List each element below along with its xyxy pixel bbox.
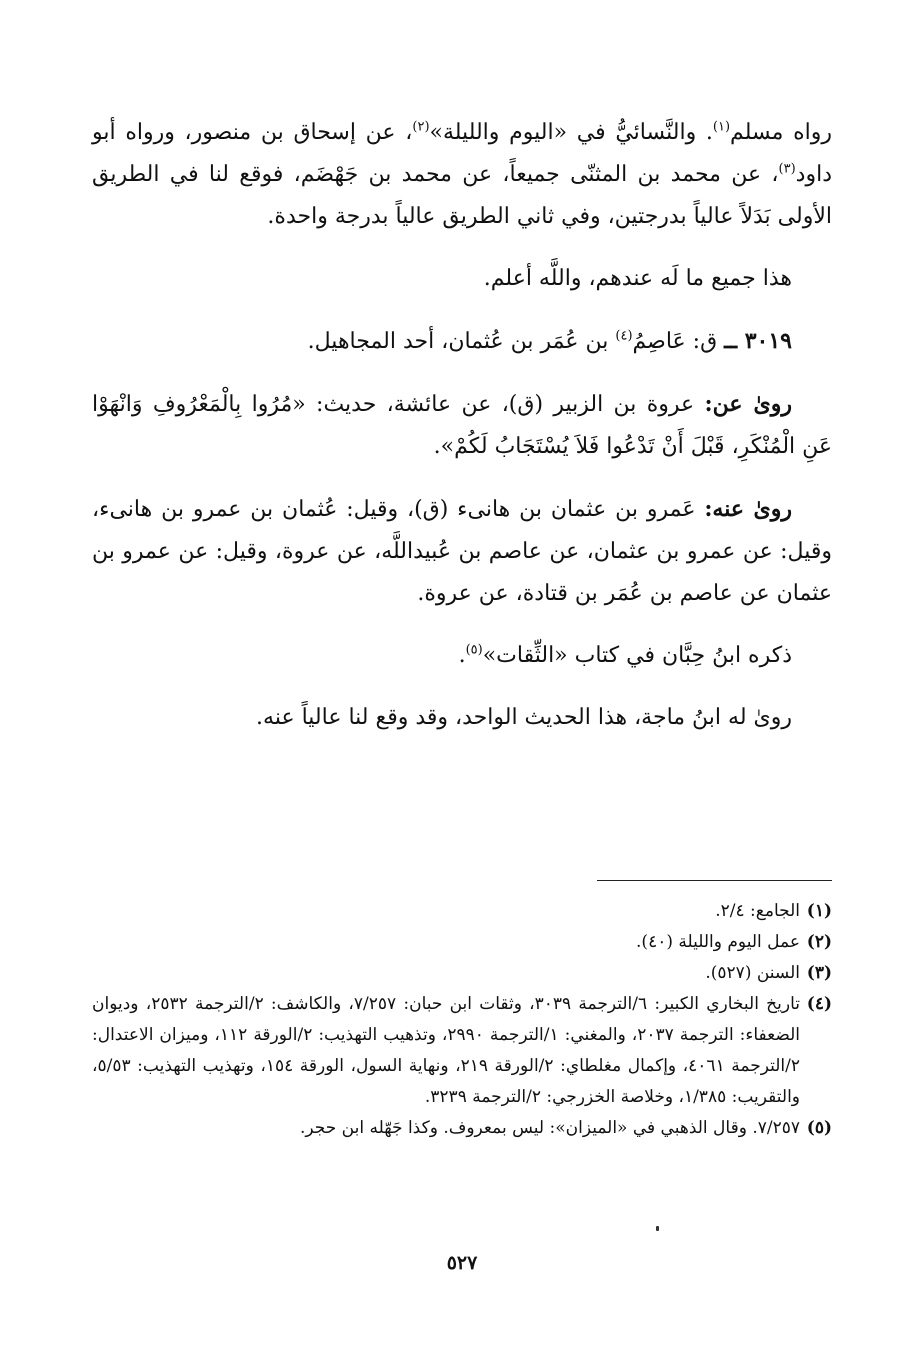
paragraph-ibn-hibban	[92, 635, 832, 677]
footnote-text: الجامع: ٢/٤.	[715, 901, 800, 921]
footnote-item	[92, 927, 832, 958]
paragraph-narration	[92, 112, 832, 238]
text-run: عَمرو بن عثمان بن هانىء (ق)، وقيل: عُثمان بن عمرو بن هانىء، وقيل: عن عمرو بن عثمان، عن عاصم بن عُبيداللَّه، عن عروة، وقيل: عن عمرو بن عثمان عن عاصم بن عُمَر بن قتادة، عن عروة.	[92, 497, 832, 606]
page-number: ٥٢٧	[446, 1252, 478, 1274]
footnote-text: عمل اليوم والليلة (٤٠).	[636, 932, 800, 952]
footnote-number: (٣)	[806, 963, 832, 983]
text-run: ذكره ابنُ حِبَّان في كتاب «الثِّقات»	[482, 643, 792, 668]
entry-number: ٣٠١٩ ــ	[724, 328, 792, 354]
footnote-item	[92, 1113, 832, 1144]
entry-name: ق: عَاصِمُ	[632, 329, 718, 354]
lead-label: روىٰ عنه:	[704, 496, 792, 522]
text-run: . والنَّسائيُّ في «اليوم والليلة»	[429, 120, 713, 145]
footnote-item	[92, 989, 832, 1113]
scan-speck	[656, 1226, 659, 1231]
footnote-ref-1[interactable]: (١)	[712, 119, 731, 135]
footnote-number: (٢)	[806, 932, 832, 952]
footnote-item	[92, 896, 832, 927]
footnote-number: (٥)	[806, 1118, 832, 1138]
footnote-ref-2[interactable]: (٢)	[412, 119, 430, 135]
text-run: رواه مسلم	[730, 120, 832, 145]
entry-heading	[92, 320, 832, 363]
text-run: .	[458, 643, 466, 668]
footnote-text: تاريخ البخاري الكبير: ٦/الترجمة ٣٠٣٩، وثقات ابن حبان: ٧/٢٥٧، والكاشف: ٢/الترجمة ٢٥٣٢، وديوان الضعفاء: الترجمة ٢٠٣٧، والمغني: ١/الترجمة ٢٩٩٠، وتذهيب التهذيب: ٢/الورقة ١١٢، وميزان الاعتدال: ٢/الترجمة ٤٠٦١، وإكمال مغلطاي: ٢/الورقة ٢١٩، ونهاية السول، الورقة ١٥٤، وتهذيب التهذيب: ٥/٥٣، والتقريب: ١/٣٨٥، وخلاصة الخزرجي: ٢/الترجمة ٣٢٣٩.	[92, 994, 800, 1107]
footnote-item	[92, 958, 832, 989]
text-run: عروة بن الزبير (ق)، عن عائشة، حديث: «مُرُوا بِالْمَعْرُوفِ وَانْهَوْا عَنِ الْمُنْكَرِ، قَبْلَ أَنْ تَدْعُوا فَلاَ يُسْتَجَابُ لَكُمْ».	[92, 392, 832, 459]
footnote-ref-4[interactable]: (٤)	[615, 328, 633, 344]
footnote-number: (١)	[806, 901, 832, 921]
paragraph-ibn-majah: روىٰ له ابنُ ماجة، هذا الحديث الواحد، وقد وقع لنا عالياً عنه.	[256, 705, 792, 730]
paragraph-narrated-by	[92, 488, 832, 615]
footnote-text: ٧/٢٥٧. وقال الذهبي في «الميزان»: ليس بمعروف. وكذا جَهّله ابن حجر.	[300, 1118, 800, 1138]
text-run: ، عن إسحاق بن منصور، ورواه أبو داود	[92, 120, 832, 187]
entry-description: بن عُمَر بن عُثمان، أحد المجاهيل.	[307, 329, 616, 354]
text-run: ، عن محمد بن المثنّى جميعاً، عن محمد بن جَهْضَم، فوقع لنا في الطريق الأولى بَدَلاً عالياً بدرجتين، وفي ثاني الطريق عالياً بدرجة واحدة.	[92, 162, 832, 229]
footnote-divider	[597, 880, 832, 881]
footnote-number: (٤)	[806, 994, 832, 1014]
footnotes	[92, 896, 832, 1144]
footnote-ref-5[interactable]: (٥)	[465, 642, 483, 658]
main-text	[92, 112, 832, 759]
paragraph-conclusion: هذا جميع ما لَه عندهم، واللَّه أعلم.	[483, 266, 792, 291]
footnote-ref-3[interactable]: (٣)	[778, 161, 796, 177]
lead-label: روىٰ عن:	[704, 391, 792, 417]
paragraph-narrated-from	[92, 383, 832, 468]
footnote-text: السنن (٥٢٧).	[705, 963, 800, 983]
